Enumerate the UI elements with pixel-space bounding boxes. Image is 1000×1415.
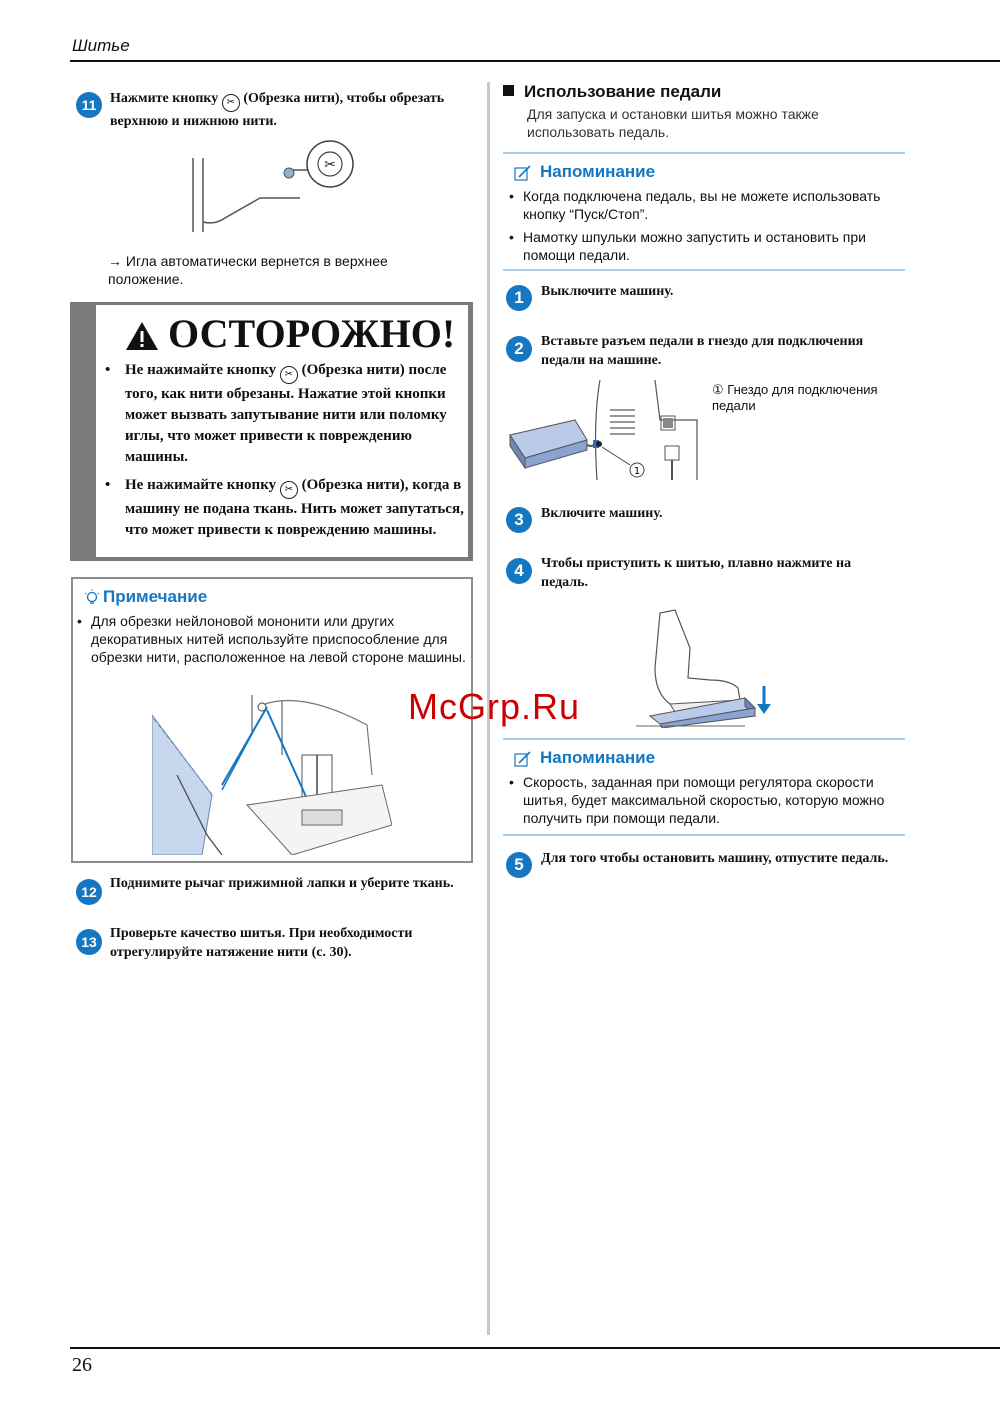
memo-item: • Скорость, заданная при помощи регулятора скорости шитья, будет максимальной скоростью, которую можно получить при помощи педали. [523, 773, 903, 827]
step-2-number: 2 [506, 336, 532, 362]
step-11-result: → Игла автоматически вернется в верхнее положение. [108, 253, 388, 287]
step-4-text: Чтобы приступить к шитью, плавно нажмите на педаль. [541, 556, 852, 590]
note-title: Примечание [103, 587, 208, 606]
thread-cutter-button-illustration [185, 140, 360, 235]
note-text: • Для обрезки нейлоновой мононити или других декоративных нитей используйте приспособление для обрезки нити, расположенное на левой стороне машины. [91, 612, 469, 666]
step-3-number: 3 [506, 507, 532, 533]
step-12-text: Поднимите рычаг прижимной лапки и уберите ткань. [110, 876, 454, 891]
watermark: McGrp.Ru [408, 686, 581, 727]
memo-rule-bottom [503, 269, 905, 271]
memo-rule-top [503, 152, 905, 154]
caution-list [100, 360, 465, 548]
svg-text:1: 1 [633, 466, 641, 477]
memo-pencil-icon [514, 165, 532, 181]
memo-title: Напоминание [540, 748, 656, 767]
lightbulb-icon [84, 589, 100, 607]
memo-title: Напоминание [540, 162, 656, 181]
step-1-text: Выключите машину. [541, 284, 674, 299]
step-1-number: 1 [506, 285, 532, 311]
step-13-text: Проверьте качество шитья. При необходимости отрегулируйте натяжение нити (с. 30). [110, 926, 413, 960]
scissors-icon: ✂ [222, 94, 240, 112]
step-11-number: 11 [76, 92, 102, 118]
running-header: Шитье [72, 36, 130, 55]
page-number: 26 [72, 1354, 92, 1376]
caution-title: ОСТОРОЖНО! [168, 311, 456, 356]
section-square-bullet [503, 85, 514, 96]
step-5-number: 5 [506, 852, 532, 878]
callout-label: Гнездо для подключения педали [712, 382, 878, 413]
section-description: Для запуска и остановки шитья можно также использовать педаль. [527, 106, 819, 140]
scissors-icon: ✂ [280, 366, 298, 384]
step-12-number: 12 [76, 879, 102, 905]
foot-pressing-pedal-illustration [630, 608, 780, 728]
sewing-machine-thread-cutter-illustration [152, 695, 392, 855]
foot-controller-connection-illustration [505, 380, 700, 480]
step-4-number: 4 [506, 558, 532, 584]
warning-triangle-icon [124, 320, 160, 352]
memo-item: • Когда подключена педаль, вы не можете использовать кнопку “Пуск/Стоп”. [523, 187, 903, 223]
memo-rule-top [503, 738, 905, 740]
header-rule [70, 60, 1000, 62]
caution-item: • Не нажимайте кнопку ✂ (Обрезка нити), когда в машину не подана ткань. Нить может запутаться, что может привести к повреждению машины. [100, 475, 465, 541]
caution-item: • Не нажимайте кнопку ✂ (Обрезка нити) после того, как нити обрезаны. Нажатие этой кнопки может вызвать запутывание нити или поломку иглы, что может привести к повреждению машины. [100, 360, 465, 468]
memo-item: • Намотку шпульки можно запустить и остановить при помощи педали. [523, 228, 903, 264]
step-5-text: Для того чтобы остановить машину, отпустите педаль. [541, 851, 889, 866]
memo-pencil-icon [514, 751, 532, 767]
scissors-icon: ✂ [280, 481, 298, 499]
footer-rule [70, 1347, 1000, 1349]
step-13-number: 13 [76, 929, 102, 955]
svg-text:✂: ✂ [324, 157, 336, 173]
memo-rule-bottom [503, 834, 905, 836]
socket-callout [712, 382, 902, 414]
step-2-text: Вставьте разъем педали в гнездо для подключения педали на машине. [541, 334, 864, 368]
section-title: Использование педали [503, 82, 721, 102]
step-11-text: Нажмите кнопку ✂ (Обрезка нити), чтобы обрезать верхнюю и нижнюю нити. [110, 91, 445, 129]
step-3-text: Включите машину. [541, 506, 663, 521]
callout-marker: ① [712, 382, 724, 397]
